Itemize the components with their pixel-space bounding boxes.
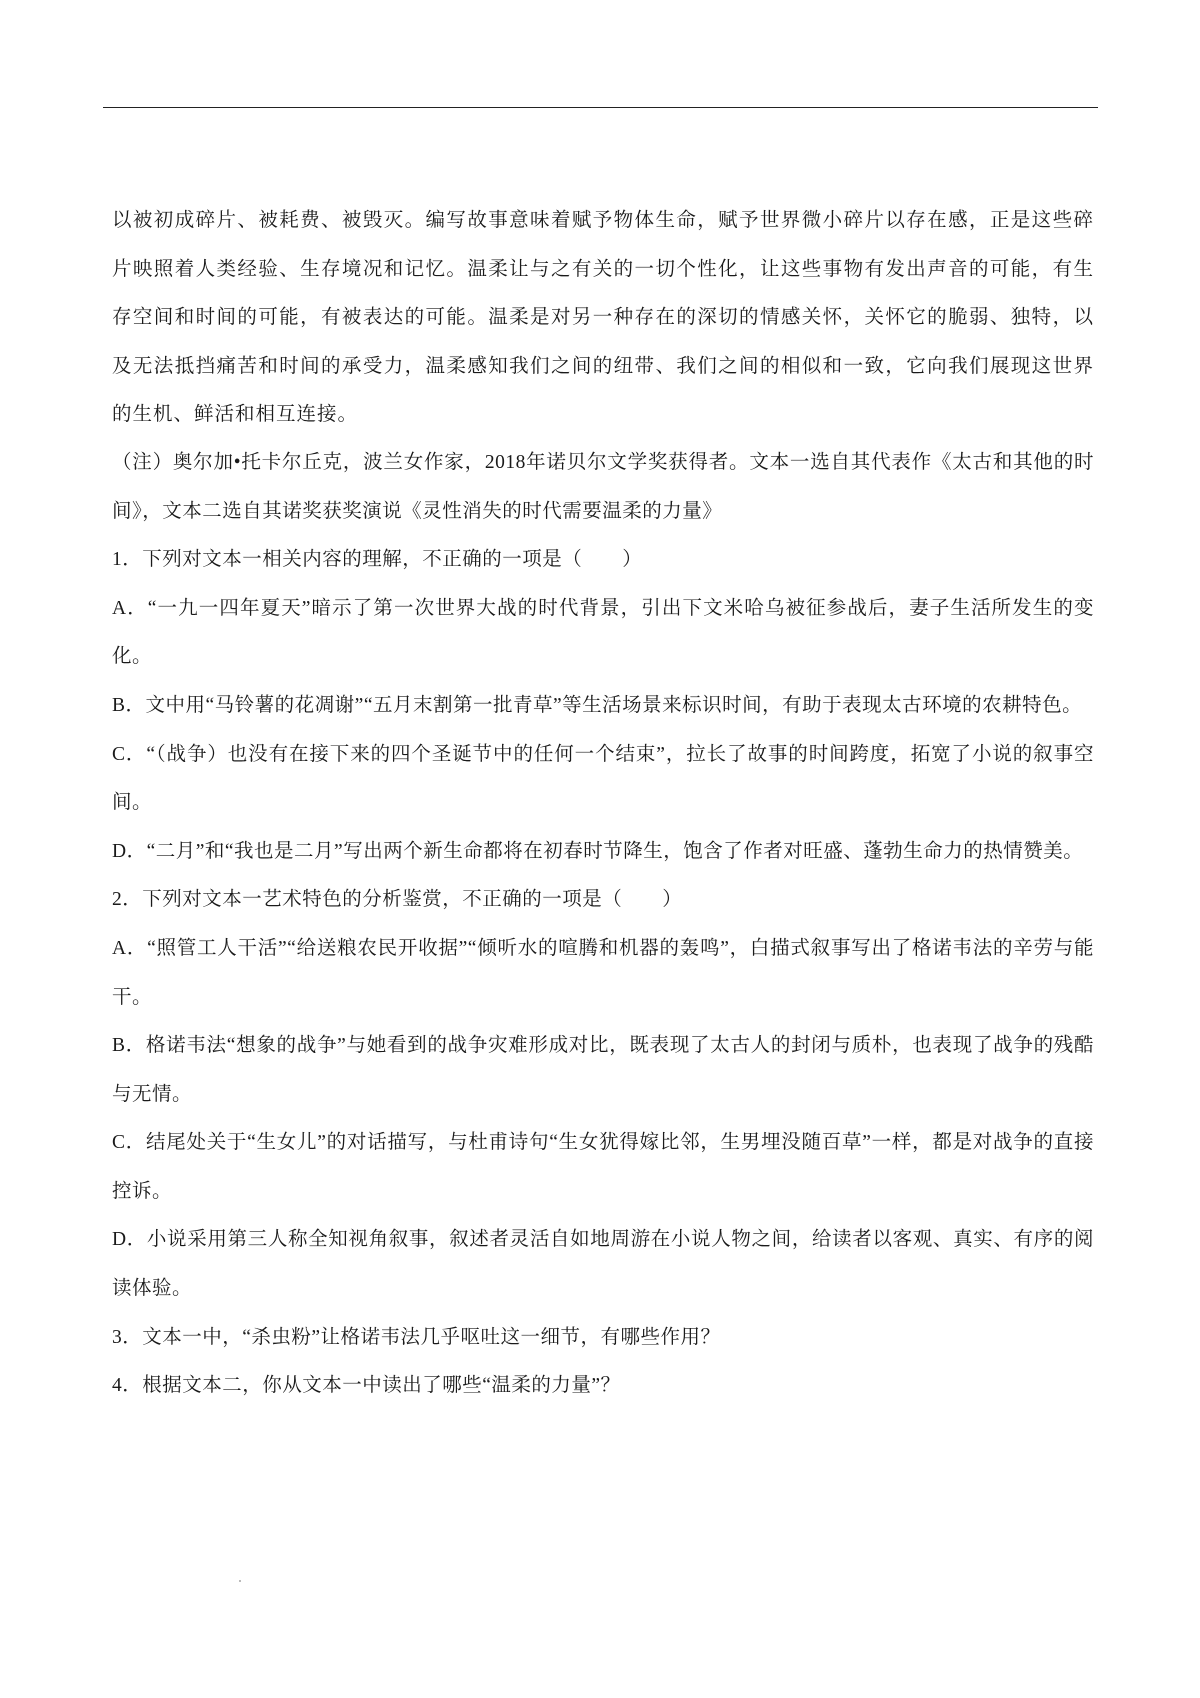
question-4 — [112, 1362, 1094, 1411]
passage-text2-excerpt — [112, 196, 1094, 439]
option-c: C．“（战争）也没有在接下来的四个圣诞节中的任何一个结束”，拉长了故事的时间跨度，拓宽了小说的叙事空间。 — [112, 743, 1094, 814]
option-c: C．结尾处关于“生女儿”的对话描写，与杜甫诗句“生女犹得嫁比邻，生男埋没随百草”一样，都是对战争的直接控诉。 — [112, 1132, 1094, 1202]
question-2 — [112, 876, 1094, 1313]
option-b: B．格诺韦法“想象的战争”与她看到的战争灾难形成对比，既表现了太古人的封闭与质朴，也表现了战争的残酷与无情。 — [112, 1035, 1094, 1105]
option-a: A．“一九一四年夏天”暗示了第一次世界大战的时代背景，引出下文米哈乌被征参战后，妻子生活所发生的变化。 — [112, 597, 1094, 668]
option-a: A．“照管工人干活”“给送粮农民开收据”“倾听水的喧腾和机器的轰鸣”，白描式叙事写出了格诺韦法的辛劳与能干。 — [112, 937, 1094, 1008]
option-b: B．文中用“马铃薯的花凋谢”“五月末割第一批青草”等生活场景来标识时间，有助于表现太古环境的农耕特色。 — [112, 694, 1083, 716]
page-content — [112, 196, 1094, 1411]
author-note: （注）奥尔加•托卡尔丘克，波兰女作家，2018年诺贝尔文学奖获得者。文本一选自其代表作《太古和其他的时间》，文本二选自其诺奖获奖演说《灵性消失的时代需要温柔的力量》 — [112, 451, 1094, 522]
header-rule — [103, 107, 1098, 108]
question-1 — [112, 536, 1094, 876]
question-stem: 3．文本一中，“杀虫粉”让格诺韦法几乎呕吐这一细节，有哪些作用？ — [112, 1326, 721, 1348]
question-stem: 2．下列对文本一艺术特色的分析鉴赏，不正确的一项是（ ） — [112, 889, 683, 911]
question-3 — [112, 1314, 1094, 1363]
option-d: D．“二月”和“我也是二月”写出两个新生命都将在初春时节降生，饱含了作者对旺盛、蓬勃生命力的热情赞美。 — [112, 840, 1084, 862]
scan-speck — [239, 1580, 241, 1582]
question-stem: 1．下列对文本一相关内容的理解，不正确的一项是（ ） — [112, 549, 643, 571]
passage-paragraph: 以被初成碎片、被耗费、被毁灭。编写故事意味着赋予物体生命，赋予世界微小碎片以存在感，正是这些碎片映照着人类经验、生存境况和记忆。温柔让与之有关的一切个性化，让这些事物有发出声音的可能，有生存空间和时间的可能，有被表达的可能。温柔是对另一种存在的深切的情感关怀，关怀它的脆弱、独特，以及无法抵挡痛苦和时间的承受力，温柔感知我们之间的纽带、我们之间的相似和一致，它向我们展现这世界的生机、鲜活和相互连接。 — [112, 208, 1094, 426]
option-d: D．小说采用第三人称全知视角叙事，叙述者灵活自如地周游在小说人物之间，给读者以客观、真实、有序的阅读体验。 — [112, 1229, 1094, 1300]
question-stem: 4．根据文本二，你从文本一中读出了哪些“温柔的力量”？ — [112, 1375, 621, 1397]
